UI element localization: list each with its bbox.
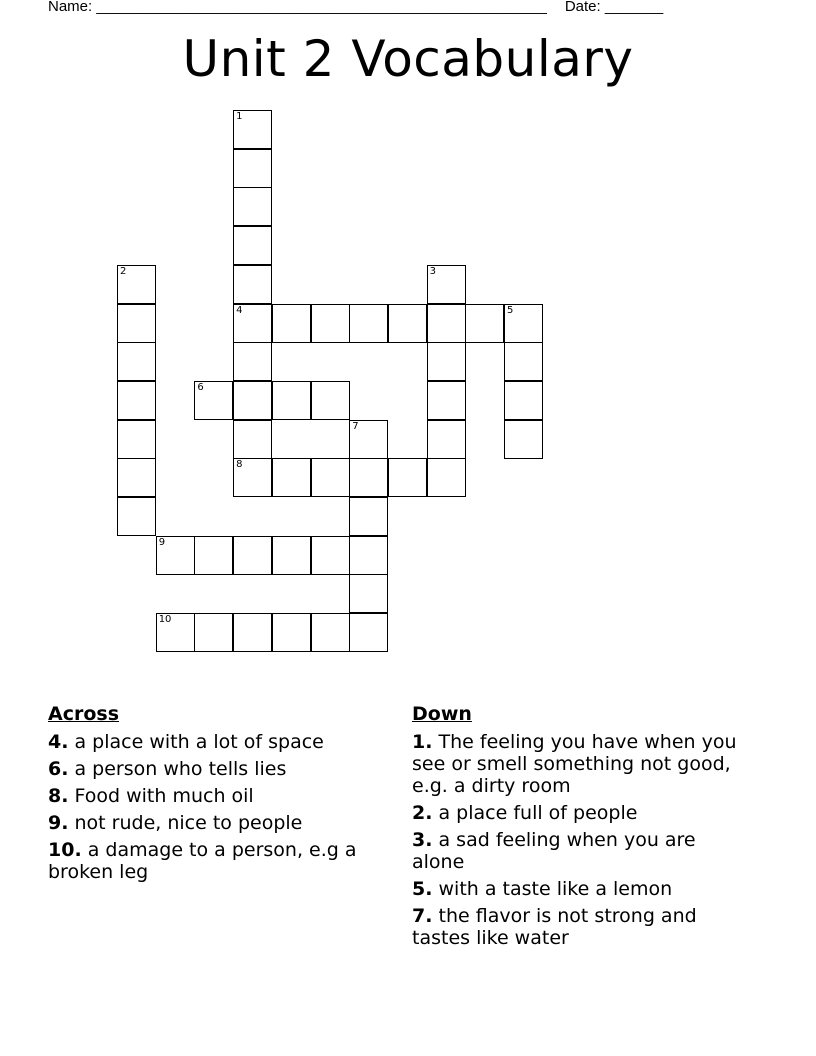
clue-text: a person who tells lies xyxy=(74,758,287,780)
grid-cell[interactable] xyxy=(117,420,156,459)
across-heading: Across xyxy=(48,703,120,725)
grid-cell[interactable] xyxy=(388,458,427,497)
grid-cell[interactable] xyxy=(427,458,466,497)
grid-cell[interactable] xyxy=(272,613,311,652)
clue-item xyxy=(48,812,388,834)
clue-item xyxy=(48,785,388,807)
clue-number-label: 1 xyxy=(236,111,243,122)
grid-cell[interactable] xyxy=(233,613,272,652)
grid-cell[interactable] xyxy=(117,458,156,497)
clue-text: Food with much oil xyxy=(74,785,254,807)
clue-number-label: 5 xyxy=(507,304,514,316)
grid-cell[interactable] xyxy=(311,613,350,652)
clue-number-label: 2 xyxy=(120,265,127,277)
grid-cell[interactable] xyxy=(233,420,272,459)
clue-number: 2. xyxy=(412,802,433,824)
grid-cell[interactable] xyxy=(349,536,388,575)
clue-number-label: 4 xyxy=(236,304,243,316)
grid-cell[interactable] xyxy=(233,381,272,420)
grid-cell[interactable] xyxy=(427,420,466,459)
grid-cell[interactable] xyxy=(504,342,543,381)
clue-text: a damage to a person, e.g a broken leg xyxy=(48,839,357,883)
page-title: Unit 2 Vocabulary xyxy=(182,30,634,88)
down-heading: Down xyxy=(412,703,472,725)
grid-cell[interactable] xyxy=(233,342,272,381)
clue-number: 7. xyxy=(412,905,433,927)
clue-text: a place full of people xyxy=(438,802,638,824)
grid-cell[interactable] xyxy=(272,458,311,497)
grid-cell[interactable] xyxy=(233,536,272,575)
clue-item xyxy=(412,731,752,797)
clue-item xyxy=(48,731,388,753)
across-clues xyxy=(48,703,388,888)
clue-number-label: 3 xyxy=(429,265,436,277)
clue-number: 1. xyxy=(412,731,433,753)
name-field-label: Name: ______________________________________________________ xyxy=(48,0,547,15)
clue-item xyxy=(48,758,388,780)
grid-cell[interactable] xyxy=(233,265,272,304)
grid-cell[interactable] xyxy=(117,342,156,381)
clue-number: 10. xyxy=(48,839,82,861)
clue-item xyxy=(412,802,752,824)
grid-cell[interactable] xyxy=(388,304,427,343)
clue-number-label: 6 xyxy=(197,381,204,393)
grid-cell[interactable] xyxy=(311,458,350,497)
grid-cell[interactable] xyxy=(233,304,272,343)
grid-cell[interactable] xyxy=(272,304,311,343)
clue-item xyxy=(412,878,752,900)
grid-cell[interactable] xyxy=(465,304,504,343)
grid-cell[interactable] xyxy=(156,536,195,575)
clue-number: 4. xyxy=(48,731,69,753)
grid-cell[interactable] xyxy=(117,497,156,536)
clue-number: 9. xyxy=(48,812,69,834)
grid-cell[interactable] xyxy=(194,381,233,420)
clue-item xyxy=(412,905,752,949)
date-field-label: Date: _______ xyxy=(564,0,664,15)
clue-number: 8. xyxy=(48,785,69,807)
grid-cell[interactable] xyxy=(349,458,388,497)
clue-item xyxy=(412,829,752,873)
grid-cell[interactable] xyxy=(272,381,311,420)
grid-cell[interactable] xyxy=(504,381,543,420)
grid-cell[interactable] xyxy=(194,536,233,575)
clue-number: 3. xyxy=(412,829,433,851)
grid-cell[interactable] xyxy=(349,304,388,343)
grid-cell[interactable] xyxy=(504,420,543,459)
grid-cell[interactable] xyxy=(427,342,466,381)
clue-number: 5. xyxy=(412,878,433,900)
grid-cell[interactable] xyxy=(233,149,272,188)
clue-number-label: 8 xyxy=(236,459,243,471)
grid-cell[interactable] xyxy=(311,304,350,343)
grid-cell[interactable] xyxy=(349,613,388,652)
grid-cell[interactable] xyxy=(117,381,156,420)
grid-cell[interactable] xyxy=(194,613,233,652)
clue-text: not rude, nice to people xyxy=(74,812,303,834)
down-clues xyxy=(412,703,752,954)
grid-cell[interactable] xyxy=(349,420,388,459)
grid-cell[interactable] xyxy=(117,265,156,304)
grid-cell[interactable] xyxy=(349,574,388,613)
grid-cell[interactable] xyxy=(311,381,350,420)
grid-cell[interactable] xyxy=(156,613,195,652)
grid-cell[interactable] xyxy=(427,304,466,343)
grid-cell[interactable] xyxy=(233,187,272,226)
clue-item xyxy=(48,839,388,883)
clue-text: a sad feeling when you are alone xyxy=(412,829,696,873)
clue-text: with a taste like a lemon xyxy=(438,878,673,900)
grid-cell[interactable] xyxy=(117,304,156,343)
grid-cell[interactable] xyxy=(233,226,272,265)
grid-cell[interactable] xyxy=(233,458,272,497)
grid-cell[interactable] xyxy=(504,304,543,343)
clue-number-label: 7 xyxy=(352,420,359,432)
clue-number-label: 10 xyxy=(158,614,172,626)
grid-cell[interactable] xyxy=(349,497,388,536)
grid-cell[interactable] xyxy=(427,265,466,304)
clue-text: The feeling you have when you see or smell something not good, e.g. a dirty room xyxy=(412,731,737,797)
grid-cell[interactable] xyxy=(233,110,272,149)
clue-text: a place with a lot of space xyxy=(74,731,324,753)
clue-text: the flavor is not strong and tastes like water xyxy=(412,905,697,949)
grid-cell[interactable] xyxy=(311,536,350,575)
grid-cell[interactable] xyxy=(427,381,466,420)
grid-cell[interactable] xyxy=(272,536,311,575)
clue-number-label: 9 xyxy=(158,536,166,548)
clue-number: 6. xyxy=(48,758,69,780)
